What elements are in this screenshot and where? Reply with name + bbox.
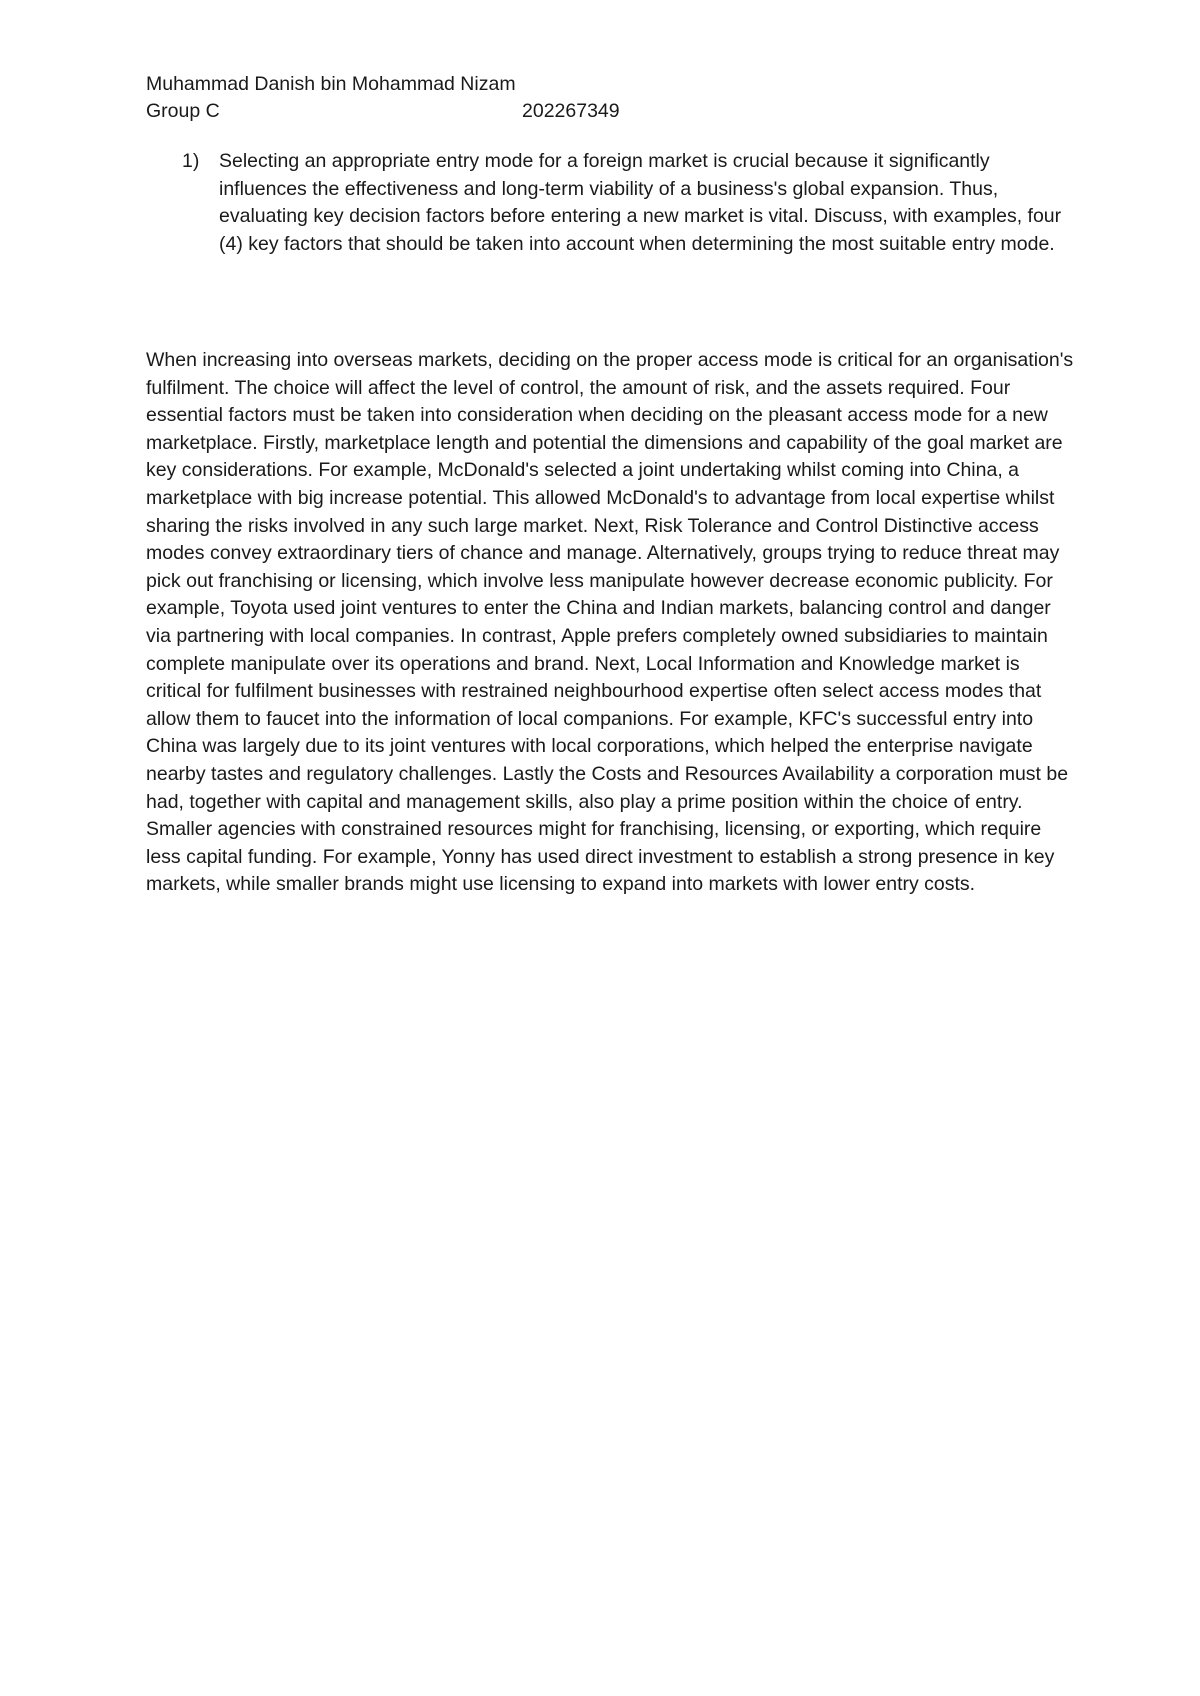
author-name: Muhammad Danish bin Mohammad Nizam [146, 73, 516, 95]
question-number: 1) [182, 150, 200, 172]
author-row [146, 71, 1046, 98]
document-header [146, 71, 1046, 125]
question-item [146, 148, 1066, 258]
group-row [146, 98, 1046, 125]
student-id: 202267349 [522, 100, 620, 122]
answer-paragraph: When increasing into overseas markets, deciding on the proper access mode is critical for an organisation's fulfilment. The choice will affect the level of control, the amount of risk, and the assets required. Four essential factors must be taken into consideration when deciding on the pleasant access mode for a new marketplace. Firstly, marketplace length and potential the dimensions and capability of the goal market are key considerations. For example, McDonald's selected a joint undertaking whilst coming into China, a marketplace with big increase potential. This allowed McDonald's to advantage from local expertise whilst sharing the risks involved in any such large market. Next, Risk Tolerance and Control Distinctive access modes convey extraordinary tiers of chance and manage. Alternatively, groups trying to reduce threat may pick out franchising or licensing, which involve less manipulate however decrease economic publicity. For example, Toyota used joint ventures to enter the China and Indian markets, balancing control and danger via partnering with local companies. In contrast, Apple prefers completely owned subsidiaries to maintain complete manipulate over its operations and brand. Next, Local Information and Knowledge market is critical for fulfilment businesses with restrained neighbourhood expertise often select access modes that allow them to faucet into the information of local companions. For example, KFC's successful entry into China was largely due to its joint ventures with local corporations, which helped the enterprise navigate nearby tastes and regulatory challenges. Lastly the Costs and Resources Availability a corporation must be had, together with capital and management skills, also play a prime position within the choice of entry. Smaller agencies with constrained resources might for franchising, licensing, or exporting, which require less capital funding. For example, Yonny has used direct investment to establish a strong presence in key markets, while smaller brands might use licensing to expand into markets with lower entry costs. [146, 349, 1074, 896]
group-label: Group C [146, 100, 220, 122]
question-text: Selecting an appropriate entry mode for a foreign market is crucial because it significantly influences the effectiveness and long-term viability of a business's global expansion. Thus, evaluating key decision factors before entering a new market is vital. Discuss, with examples, four (4) key factors that should be taken into account when determining the most suitable entry mode. [219, 150, 1062, 255]
